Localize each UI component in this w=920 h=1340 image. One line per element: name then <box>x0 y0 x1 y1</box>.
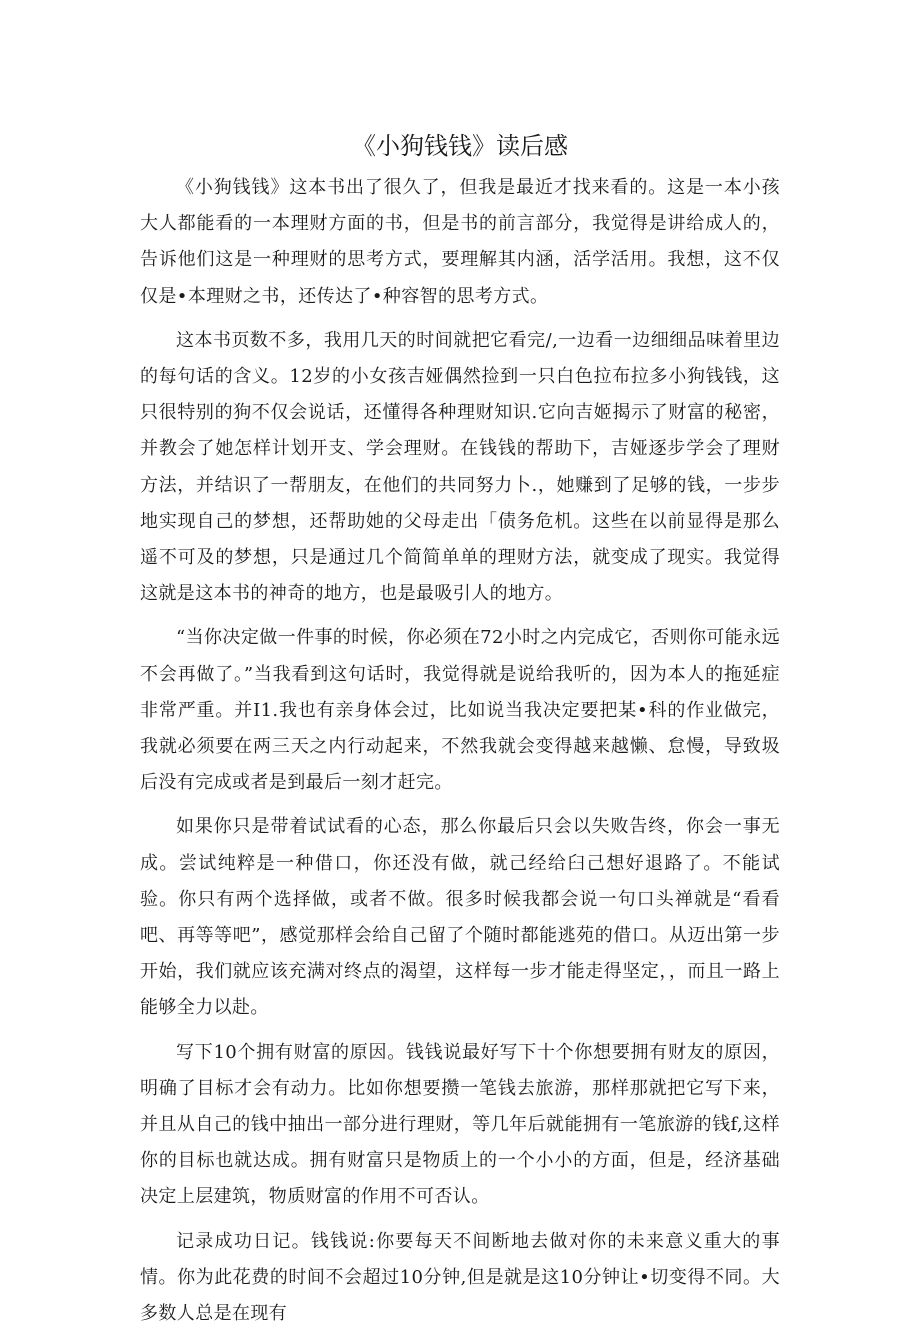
document-title: 《小狗钱钱》读后感 <box>352 132 568 160</box>
paragraph-4: 如果你只是带着试试看的心态，那么你最后只会以失败告终，你会一事无成。尝试纯粹是一种借口，你还没有做，就己经给臼己想好退路了。不能试验。你只有两个选择做，或者不做。很多时候我都会说一句口头禅就是“看看吧、再等等吧”，感觉那样会给自己留了个随时都能逃苑的借口。从迈出第一步开始，我们就应该充满对终点的渴望，这样每一步才能走得坚定，，而且一路上能够全力以赴。 <box>140 816 780 1019</box>
paragraph-3: “当你决定做一件事的时候，你必须在72小时之内完成它，否则你可能永远不会再做了。”当我看到这句话时，我觉得就是说给我听的，因为本人的拖延症非常严重。并I1.我也有亲身体会过，比如说当我决定要把某•科的作业做完，我就必须要在两三天之内行动起来，不然我就会变得越来越懒、怠慢，导致圾后没有完成或者是到最后一刻才赶完。 <box>140 627 780 794</box>
paragraph-2: 这本书页数不多，我用几天的时间就把它看完/,一边看一边细细品味着里边的每句话的含义。12岁的小女孩吉娅偶然捡到一只白色拉布拉多小狗钱钱，这只很特别的狗不仅会说话，还懂得各种理财知识.它向吉姬揭示了财富的秘密，并教会了她怎样计划开支、学会理财。在钱钱的帮助下，吉娅逐步学会了理财方法，并结识了一帮朋友，在他们的共同努力卜.，她赚到了足够的钱，一步步地实现自己的梦想，还帮助她的父母走出「债务危机。这些在以前显得是那么遥不可及的梦想，只是通过几个简简单单的理财方法，就变成了现实。我觉得这就是这本书的神奇的地方，也是最吸引人的地方。 <box>140 329 780 605</box>
document-body <box>140 170 780 1340</box>
paragraph-1: 《小狗钱钱》这本书出了很久了，但我是最近才找来看的。这是一本小孩大人都能看的一本理财方面的书，但是书的前言部分，我觉得是讲给成人的，告诉他们这是一种理财的思考方式，要理解其内涵，活学活用。我想，这不仅仅是•本理财之书，还传达了•种容智的思考方式。 <box>140 177 780 307</box>
paragraph-6: 记录成功日记。钱钱说:你要每天不间断地去做对你的未来意义重大的事情。你为此花费的时间不会超过10分钟,但是就是这10分钟让•切变得不同。大多数人总是在现有 <box>140 1230 780 1325</box>
paragraph-5: 写下10个拥有财富的原因。钱钱说最好写下十个你想要拥有财友的原因，明确了目标才会有动力。比如你想要攒一笔钱去旅游，那样那就把它写下来，并且从自己的钱中抽出一部分进行理财，等几年后就能拥有一笔旅游的钱f,这样你的目标也就达成。拥有财富只是物质上的一个小小的方面，但是，经济基础决定上层建筑，物质财富的作用不可否认。 <box>140 1041 780 1208</box>
